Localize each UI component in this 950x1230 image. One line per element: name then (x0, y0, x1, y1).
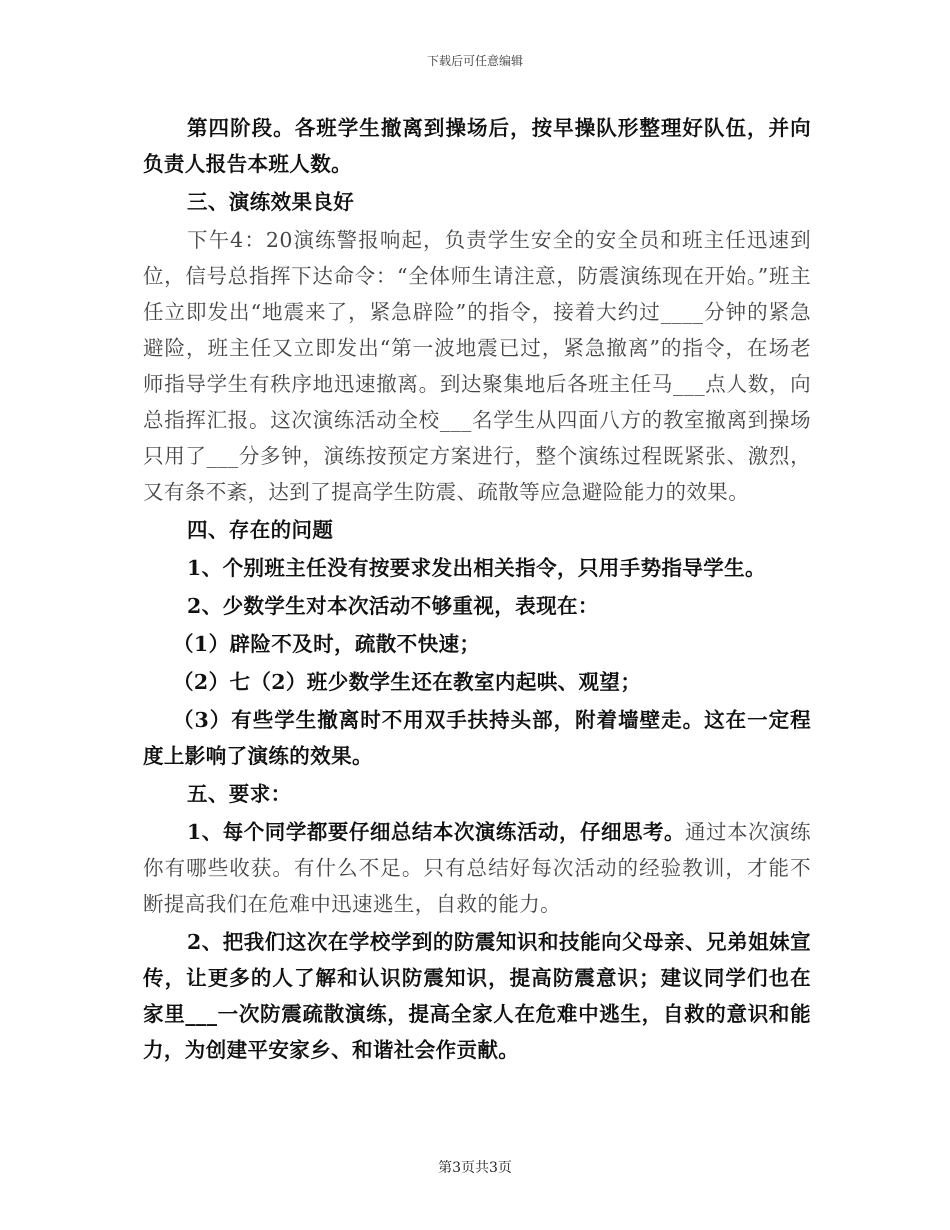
section-heading-four: 四、存在的问题 (187, 518, 334, 542)
problem-subitem-2: （2）七（2）班少数学生还在教室内起哄、观望； (173, 670, 642, 694)
problem-item-2: 2、少数学生对本次活动不够重视，表现在： (187, 594, 599, 618)
paragraph-drill-results: 下午4：20演练警报响起，负责学生安全的安全员和班主任迅速到位，信号总指挥下达命令：“全体师生请注意，防震演练现在开始。”班主任立即发出“地震来了，紧急辟险”的指令，接着大约过____分钟的紧急避险，班主任又立即发出“第一波地震已过，紧急撤离”的指令，在场老师指导学生有秩序地迅速撤离。到达聚集地后各班主任马___点人数，向总指挥汇报。这次演练活动全校___名学生从四面八方的教室撤离到操场只用了___分多钟，演练按预定方案进行，整个演练过程既紧张、激烈，又有条不紊，达到了提高学生防震、疏散等应急避险能力的效果。 (143, 228, 811, 504)
requirement-item-1 (143, 814, 811, 922)
requirement-item-2: 2、把我们这次在学校学到的防震知识和技能向父母亲、兄弟姐妹宣传，让更多的人了解和认识防震知识，提高防震意识；建议同学们也在家里___一次防震疏散演练，提高全家人在危难中逃生，自救的意识和能力，为创建平安家乡、和谐社会作贡献。 (143, 930, 811, 1062)
document-body (143, 110, 811, 1068)
problem-item-1: 1、个别班主任没有按要求发出相关指令，只用手势指导学生。 (187, 556, 766, 580)
problem-subitem-3: （3）有些学生撤离时不用双手扶持头部，附着墙壁走。这在一定程度上影响了演练的效果。 (143, 708, 811, 768)
paragraph-stage-four: 第四阶段。各班学生撤离到操场后，按早操队形整理好队伍，并向负责人报告本班人数。 (143, 116, 811, 176)
problem-subitem-1: （1）辟险不及时，疏散不快速； (173, 632, 481, 656)
section-heading-five: 五、要求： (187, 782, 292, 806)
section-heading-three: 三、演练效果良好 (187, 190, 355, 214)
requirement-item-1-rest: 通过本次演练你有哪些收获。有什么不足。只有总结好每次活动的经验教训，才能不断提高我们在危难中迅速逃生，自救的能力。 (143, 820, 811, 916)
requirement-item-1-lead: 1、每个同学都要仔细总结本次演练活动，仔细思考。 (187, 820, 686, 844)
page-footer: 第3页共3页 (438, 1160, 512, 1176)
page-header: 下载后可任意编辑 (426, 54, 523, 68)
